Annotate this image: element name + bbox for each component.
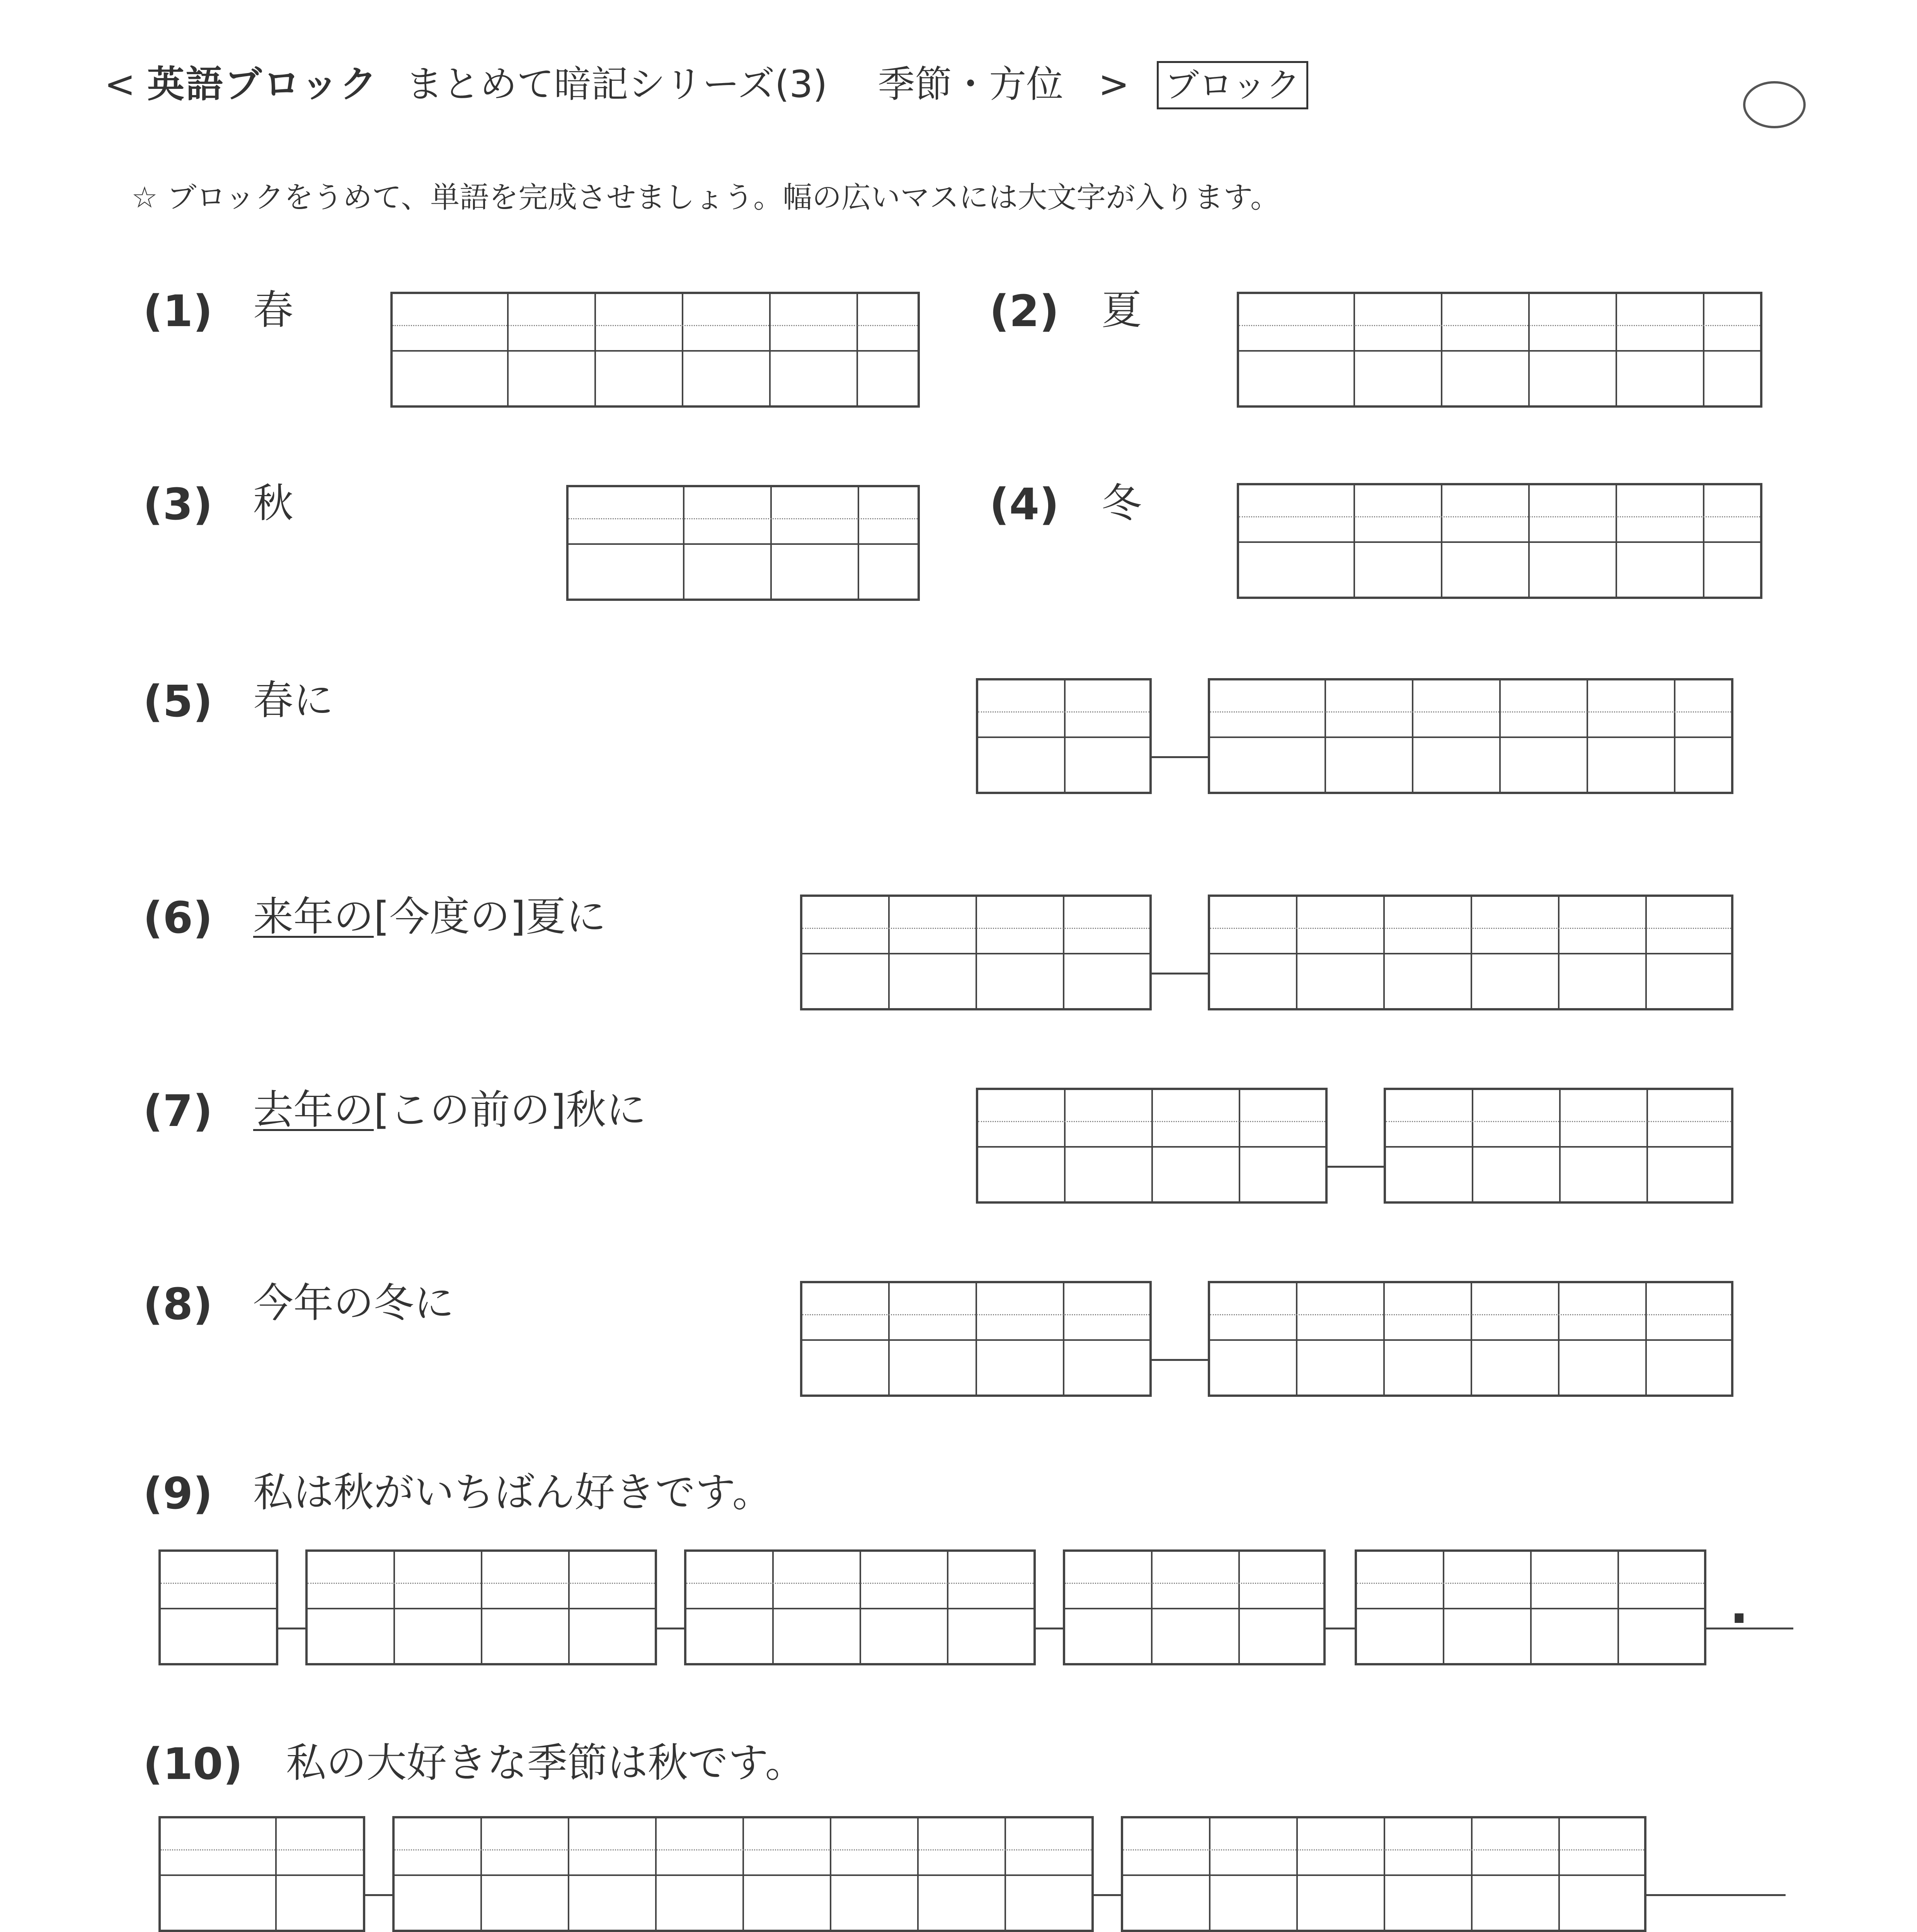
letter-cell[interactable] [1385,897,1472,1008]
letter-cell[interactable] [1473,1090,1561,1201]
guide-line [395,1849,1091,1850]
question-text [253,893,606,940]
letter-cell[interactable] [861,1552,948,1663]
letter-cell[interactable] [890,897,977,1008]
answer-block[interactable] [1384,1088,1733,1204]
question-text: 冬 [1102,480,1142,527]
answer-block[interactable] [390,292,920,408]
guide-line [569,518,918,519]
question-text-rest: [この前の]秋に [374,1086,647,1133]
letter-cell[interactable] [919,1818,1006,1930]
letter-cell[interactable] [482,1818,569,1930]
guide-line [161,1608,276,1609]
guide-line [802,928,1149,929]
answer-block[interactable] [158,1549,278,1665]
letter-cell[interactable] [395,1552,482,1663]
answer-block[interactable] [158,1816,365,1932]
answer-block[interactable] [1237,483,1762,599]
letter-cell[interactable] [802,897,890,1008]
letter-cell[interactable] [1357,1552,1444,1663]
guide-line [1065,1583,1323,1584]
letter-cell[interactable] [1648,1090,1735,1201]
answer-block[interactable] [1208,895,1733,1010]
letter-cell[interactable] [569,1818,657,1930]
letter-cell[interactable] [1326,680,1413,792]
guide-line [1210,928,1731,929]
guide-line [308,1583,655,1584]
letter-cell[interactable] [802,1283,890,1395]
answer-block[interactable] [1121,1816,1646,1932]
guide-line [1065,1608,1323,1609]
letter-cell[interactable] [1355,294,1442,405]
guide-line [1210,711,1731,713]
letter-cell[interactable] [657,1818,744,1930]
guide-line [308,1608,655,1609]
letter-cell[interactable] [1442,294,1530,405]
letter-cell[interactable] [1704,294,1792,405]
letter-cell[interactable] [1473,1818,1560,1930]
letter-cell[interactable] [859,487,947,599]
letter-cell[interactable] [277,1818,364,1930]
guide-line [978,736,1149,738]
letter-cell[interactable] [1619,1552,1706,1663]
letter-cell[interactable] [569,487,684,599]
level-tag: ブロック [1157,61,1308,109]
letter-cell[interactable] [1153,1090,1240,1201]
letter-cell[interactable] [1210,680,1326,792]
question-text: 夏 [1102,286,1142,333]
letter-cell[interactable] [161,1818,277,1930]
answer-block[interactable] [684,1549,1036,1665]
guide-line [1210,1339,1731,1341]
letter-cell[interactable] [1239,485,1355,597]
letter-cell[interactable] [1210,1283,1297,1395]
answer-block[interactable] [976,678,1152,794]
guide-line [1210,953,1731,954]
letter-cell[interactable] [1501,680,1588,792]
guide-line [1239,541,1760,543]
letter-cell[interactable] [1442,485,1530,597]
guide-line [1239,516,1760,517]
guide-line [1210,736,1731,738]
letter-cell[interactable] [1240,1552,1327,1663]
letter-cell[interactable] [1297,897,1385,1008]
letter-cell[interactable] [1006,1818,1093,1930]
letter-cell[interactable] [948,1552,1036,1663]
guide-line [393,350,918,352]
question-text-rest: [今度の]夏に [374,893,606,940]
answer-block[interactable] [1208,1281,1733,1397]
letter-cell[interactable] [1239,294,1355,405]
letter-cell[interactable] [1560,1818,1647,1930]
letter-cell[interactable] [596,294,683,405]
answer-block[interactable] [305,1549,657,1665]
letter-cell[interactable] [161,1552,277,1663]
topic-title: 季節・方位 [878,63,1064,106]
letter-cell[interactable] [1472,897,1559,1008]
guide-line [1357,1583,1704,1584]
letter-cell[interactable] [1210,1818,1298,1930]
answer-block[interactable] [1237,292,1762,408]
guide-line [1357,1608,1704,1609]
letter-cell[interactable] [890,1283,977,1395]
question-text: 春に [253,677,334,724]
letter-cell[interactable] [1561,1090,1648,1201]
guide-line [1239,325,1760,326]
letter-cell[interactable] [1532,1552,1619,1663]
letter-cell[interactable] [686,1552,774,1663]
letter-cell[interactable] [1559,1283,1647,1395]
letter-cell[interactable] [977,1283,1064,1395]
letter-cell[interactable] [1297,1283,1385,1395]
smiley-face-icon [1743,81,1806,128]
letter-cell[interactable] [1298,1818,1385,1930]
guide-line [802,953,1149,954]
guide-line [569,543,918,545]
letter-cell[interactable] [1064,897,1152,1008]
letter-cell[interactable] [1647,897,1734,1008]
guide-line [802,1339,1149,1341]
letter-cell[interactable] [1617,294,1704,405]
letter-cell[interactable] [1066,1090,1153,1201]
guide-line [686,1608,1033,1609]
question-number: (10) [143,1739,243,1789]
letter-cell[interactable] [1675,680,1763,792]
brand-logo: 英語ブロック [147,63,379,106]
letter-cell[interactable] [1066,680,1153,792]
letter-cell[interactable] [1064,1283,1152,1395]
letter-cell[interactable] [1617,485,1704,597]
letter-cell[interactable] [831,1818,919,1930]
letter-cell[interactable] [1530,294,1617,405]
letter-cell[interactable] [744,1818,831,1930]
guide-line [1210,1314,1731,1315]
letter-cell[interactable] [978,680,1066,792]
question-number: (2) [989,286,1059,337]
letter-cell[interactable] [771,294,858,405]
question-text: 私は秋がいちばん好きです。 [253,1469,773,1516]
question-number: (6) [143,893,213,943]
letter-cell[interactable] [1588,680,1675,792]
header-open-bracket: < [104,63,136,106]
guide-line [1123,1874,1644,1876]
question-number: (5) [143,677,213,727]
letter-cell[interactable] [683,294,771,405]
letter-cell[interactable] [1153,1552,1240,1663]
letter-cell[interactable] [1530,485,1617,597]
question-number: (1) [143,286,213,337]
question-text-underlined: 去年の [253,1086,374,1133]
answer-block[interactable] [392,1816,1094,1932]
letter-cell[interactable] [1385,1818,1473,1930]
letter-cell[interactable] [570,1552,657,1663]
sentence-period: . [1730,1576,1749,1635]
guide-line [1386,1146,1731,1148]
letter-cell[interactable] [772,487,859,599]
answer-block[interactable] [1063,1549,1326,1665]
letter-cell[interactable] [1413,680,1501,792]
letter-cell[interactable] [978,1090,1066,1201]
question-text [253,1086,647,1133]
letter-cell[interactable] [1065,1552,1153,1663]
letter-cell[interactable] [1444,1552,1532,1663]
letter-cell[interactable] [1559,897,1647,1008]
guide-line [161,1583,276,1584]
guide-line [802,1314,1149,1315]
instruction: ☆ ブロックをうめて、単語を完成させましょう。幅の広いマスには大文字が入ります。 [131,180,1280,214]
question-text-underlined: 来年の [253,893,374,940]
letter-cell[interactable] [1472,1283,1559,1395]
question-text: 秋 [253,480,294,527]
letter-cell[interactable] [1240,1090,1328,1201]
guide-line [1123,1849,1644,1850]
letter-cell[interactable] [482,1552,570,1663]
answer-block[interactable] [976,1088,1328,1204]
letter-cell[interactable] [509,294,596,405]
letter-cell[interactable] [684,487,772,599]
header-close-bracket: > [1098,63,1130,106]
answer-block[interactable] [1355,1549,1706,1665]
answer-block[interactable] [566,485,920,601]
letter-cell[interactable] [308,1552,395,1663]
guide-line [1239,350,1760,352]
letter-cell[interactable] [395,1818,482,1930]
guide-line [978,711,1149,713]
letter-cell[interactable] [1386,1090,1473,1201]
letter-cell[interactable] [1704,485,1792,597]
answer-block[interactable] [1208,678,1733,794]
guide-line [161,1849,363,1850]
page-header [104,63,1308,106]
letter-cell[interactable] [1647,1283,1734,1395]
guide-line [978,1121,1325,1122]
guide-line [978,1146,1325,1148]
letter-cell[interactable] [1123,1818,1210,1930]
letter-cell[interactable] [393,294,509,405]
question-number: (8) [143,1279,213,1330]
guide-line [161,1874,363,1876]
question-number: (4) [989,480,1059,530]
question-number: (7) [143,1086,213,1136]
answer-block[interactable] [800,895,1152,1010]
letter-cell[interactable] [1385,1283,1472,1395]
series-title: まとめて暗記シリーズ(3) [405,63,827,106]
question-text: 春 [253,286,294,333]
letter-cell[interactable] [774,1552,861,1663]
question-text: 私の大好きな季節は秋です。 [286,1739,805,1786]
guide-line [395,1874,1091,1876]
guide-line [393,325,918,326]
guide-line [1386,1121,1731,1122]
question-number: (3) [143,480,213,530]
answer-block[interactable] [800,1281,1152,1397]
letter-cell[interactable] [858,294,945,405]
letter-cell[interactable] [1210,897,1297,1008]
question-text: 今年の冬に [253,1279,455,1327]
question-number: (9) [143,1469,213,1519]
guide-line [686,1583,1033,1584]
letter-cell[interactable] [977,897,1064,1008]
letter-cell[interactable] [1355,485,1442,597]
